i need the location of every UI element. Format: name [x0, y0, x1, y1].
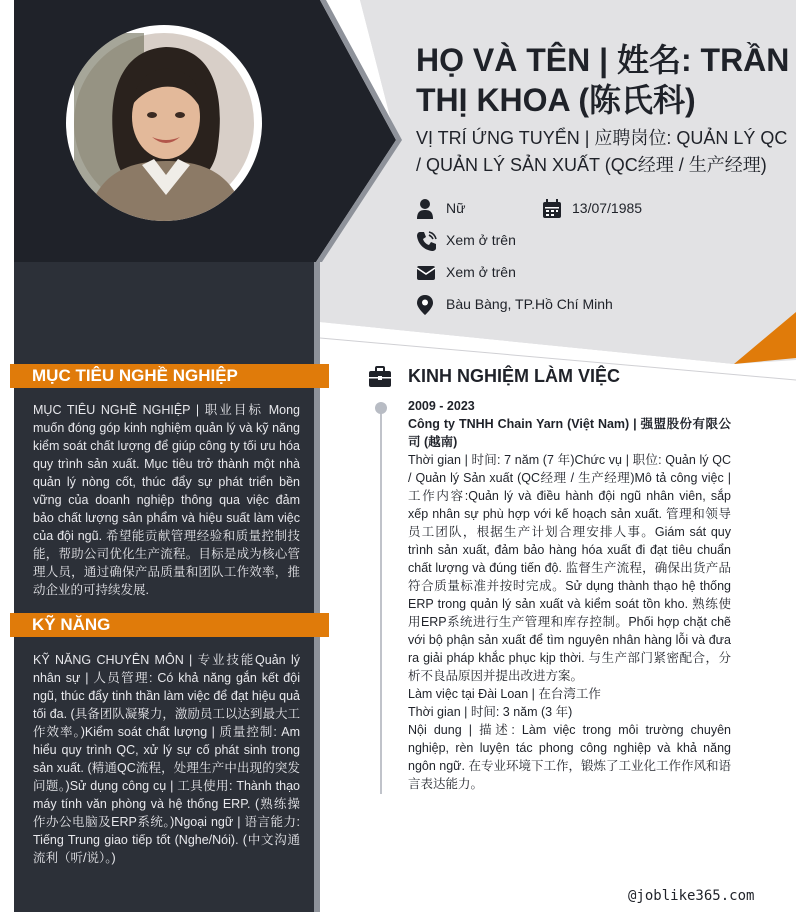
phone-icon [416, 230, 438, 252]
experience-taiwan-duration: Thời gian | 时间: 3 năm (3 年) [408, 705, 573, 719]
envelope-icon [416, 262, 438, 284]
map-pin-icon [416, 294, 438, 316]
avatar-portrait [66, 25, 262, 221]
watermark: @joblike365.com [628, 888, 755, 904]
person-icon [416, 198, 438, 220]
experience-description: Thời gian | 时间: 7 năm (7 年)Chức vụ | 职位: Quản lý QC / Quản lý Sản xuất (QC经理 / 生产经理)Mô tả công việc | 工作内容:Quản lý và điều hành đội ngũ nhân viên, sắp xếp nhân sự phù hợp với kế hoạch sản xuất. 管理和领导员工团队，根据生产计划合理安排人事。Giám sát quy trình sản xuất, đảm bảo hàng hóa xuất đi đạt tiêu chuẩn chất lượng và đúng tiến độ. 监督生产流程，确保出货产品符合质量标准并按时完成。Sử dụng thành thạo hệ thống ERP trong quản lý sản xuất và kiểm soát tồn kho. 熟练使用ERP系统进行生产管理和库存控制。Phối hợp chặt chẽ với bộ phận sản xuất để tìm nguyên nhân hàng lỗi và đưa ra giải pháp khắc phục kịp thời. 与生产部门紧密配合，分析不良品原因并提出改进方案。 [408, 453, 731, 683]
experience-company: Công ty TNHH Chain Yarn (Việt Nam) | 强盟股份有限公司 (越南) [408, 417, 731, 449]
dob-value: 13/07/1985 [572, 200, 643, 216]
objective-text: MỤC TIÊU NGHỀ NGHIỆP | 职业目标 Mong muốn đóng góp kinh nghiệm quản lý và kỹ năng kiểm soát chất lượng để giúp công ty tối ưu hóa quy trình sản xuất. Mục tiêu trở thành một nhà quản lý nòng cốt, thúc đẩy sự phát triển bền vững của doanh nghiệp thông qua việc đảm bảo chất lượng sản phẩm và hiệu suất làm việc của đội ngũ. 希望能贡献管理经验和质量控制技能，帮助公司优化生产流程。目标是成为核心管理人员，通过确保产品质量和团队工作效率，推动企业的可持续发展. [33, 403, 300, 597]
experience-taiwan: Làm việc tại Đài Loan | 在台湾工作 [408, 687, 601, 701]
experience-taiwan-description: Nội dung | 描述: Làm việc trong môi trường chuyên nghiệp, rèn luyện tác phong công nghiệp và khả năng ngôn ngữ. 在专业环境下工作，锻炼了工业化工作作风和语言表达能力。 [408, 723, 731, 791]
avatar [66, 25, 262, 221]
experience-period: 2009 - 2023 [408, 399, 475, 413]
skills-heading-label: KỸ NĂNG [32, 615, 111, 634]
candidate-name: HỌ VÀ TÊN | 姓名: TRẦN THỊ KHOA (陈氏科) [416, 42, 790, 118]
experience-heading: KINH NGHIỆM LÀM VIỆC [408, 366, 621, 386]
skills-text: KỸ NĂNG CHUYÊN MÔN | 专业技能Quản lý nhân sự | 人员管理: Có khả năng gắn kết đội ngũ, thúc đẩy tinh thần làm việc để đạt hiệu quả tối đa. (具备团队凝聚力，激励员工以达到最大工作效率。)Kiểm soát chất lượng | 质量控制: Am hiểu quy trình QC, xử lý sự cố phát sinh trong sản xuất. (精通QC流程，处理生产中出现的突发问题。)Sử dụng công cụ | 工具使用: Thành thạo máy tính văn phòng và hệ thống ERP. (熟练操作办公电脑及ERP系统。)Ngoại ngữ | 语言能力: Tiếng Trung giao tiếp tốt (Nghe/Nói). (中文沟通流利（听/说）。) [33, 653, 300, 865]
objective-heading-label: MỤC TIÊU NGHỀ NGHIỆP [32, 366, 238, 385]
skills-heading [10, 613, 329, 637]
gender-value: Nữ [446, 200, 466, 216]
address-value: Bàu Bàng, TP.Hồ Chí Minh [446, 296, 613, 312]
applied-position: VỊ TRÍ ỨNG TUYỂN | 应聘岗位: QUẢN LÝ QC / QUẢN LÝ SẢN XUẤT (QC经理 / 生产经理) [416, 128, 788, 175]
briefcase-icon [368, 366, 392, 388]
timeline-line [380, 408, 382, 794]
phone-value: Xem ở trên [446, 232, 516, 248]
objective-heading [10, 364, 329, 388]
timeline-dot [375, 402, 387, 414]
calendar-icon [542, 198, 564, 220]
email-value: Xem ở trên [446, 264, 516, 280]
